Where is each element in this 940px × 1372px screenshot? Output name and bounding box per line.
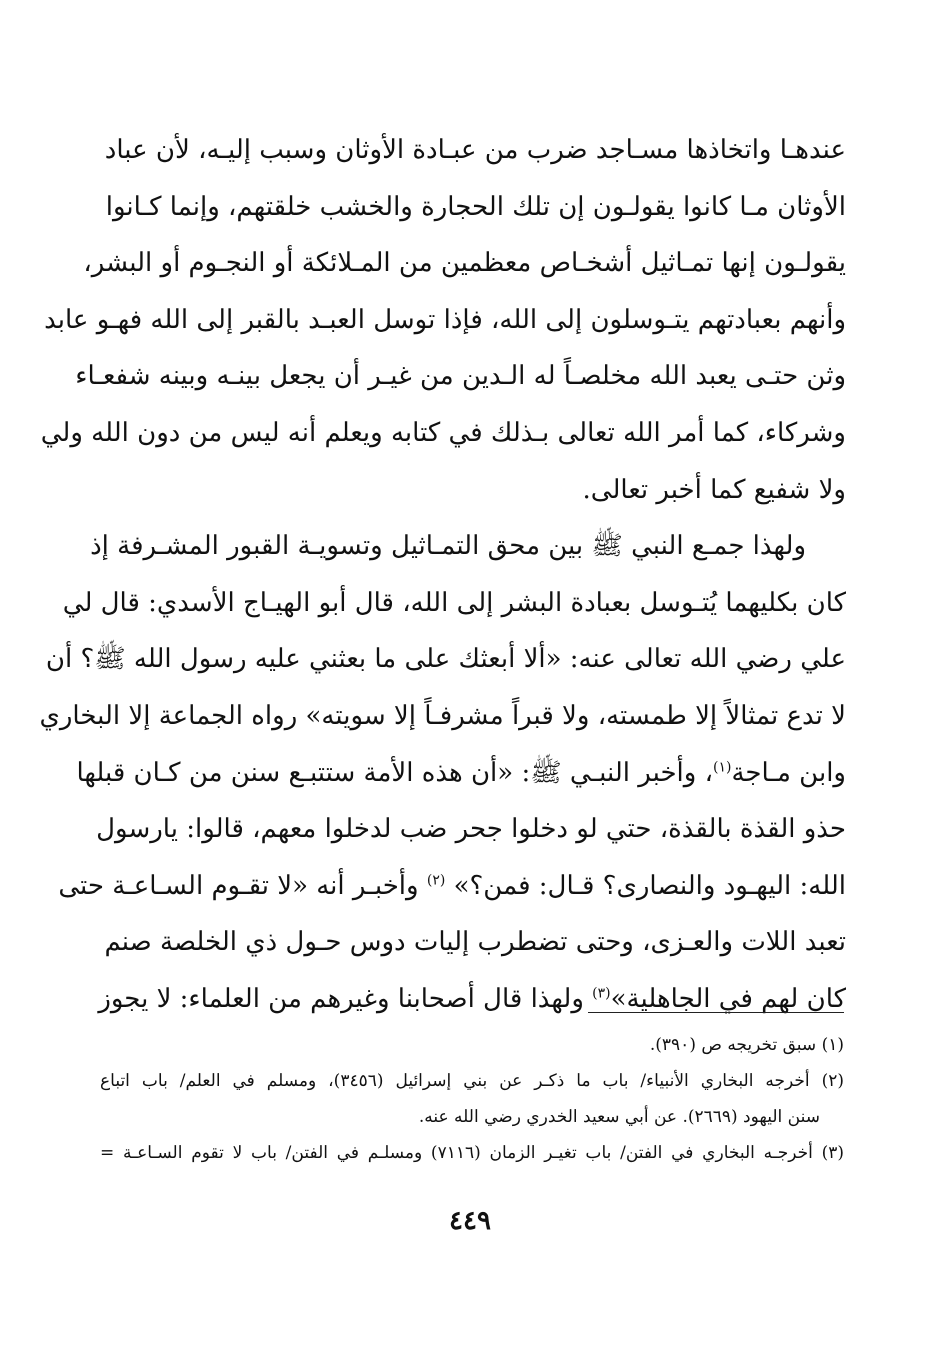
footnotes (100, 1027, 844, 1171)
text-line: وأنهم بعبادتهم يتـوسلون إلى الله، فإذا توسل العبـد بالقبر إلى الله فهـو عابد (44, 304, 846, 335)
text-line: وشركاء، كما أمر الله تعالى بـذلك في كتابه ويعلم أنه ليس من دون الله ولي (40, 417, 846, 448)
text-line: يقولـون إنها تمـاثيل أشخـاص معظمين من المـلائكة أو النجـوم أو البشر، (83, 248, 846, 279)
footnote-1: (١) سبق تخريجه ص (٣٩٠). (649, 1035, 844, 1055)
text-segment: كان لهم في الجاهلية» (610, 983, 846, 1014)
main-text (39, 122, 846, 1028)
text-line: لا تدع تمثالاً إلا طمسته، ولا قبراً مشرفـاً إلا سويته» رواه الجماعة إلا البخاري (39, 700, 846, 731)
footnote-3: (٣) أخرجـه البخاري في الفتن/ باب تغيـر الزمان (٧١١٦) ومسلـم في الفتن/ باب لا تقوم السـاعـة = (100, 1143, 845, 1163)
footnote-ref-3[interactable]: (٣) (592, 985, 611, 1002)
text-segment: ولهذا قال أصحابنا وغيرهم من العلماء: لا يجوز (98, 983, 593, 1014)
footnote-ref-1[interactable]: (١) (712, 758, 732, 775)
page-number: ٤٤٩ (449, 1206, 491, 1236)
text-segment: وابن مـاجة (731, 757, 846, 788)
footnote-separator (588, 1012, 844, 1013)
footnote-2-continued: سنن اليهود (٢٦٦٩). عن أبي سعيد الخدري رضي الله عنه. (418, 1107, 820, 1127)
text-line: حذو القذة بالقذة، حتي لو دخلوا جحر ضب لدخلوا معهم، قالوا: يارسول (96, 814, 846, 845)
text-line (76, 745, 846, 802)
footnote-ref-2[interactable]: (٢) (426, 872, 446, 889)
text-line (98, 971, 846, 1028)
text-segment: وأخبـر أنه «لا تقـوم السـاعـة حتى (58, 870, 427, 901)
text-line: عندهـا واتخاذها مسـاجد ضرب من عبـادة الأوثان وسبب إليـه، لأن عباد (104, 135, 846, 165)
text-line (58, 858, 846, 915)
text-line: ولهذا جمـع النبي ﷺ بين محق التمـاثيل وتسويـة القبور المشـرفة إذ (90, 531, 806, 562)
text-line: كان بكليهما يُتـوسل بعبادة البشر إلى الله، قال أبو الهيـاج الأسدي: قال لي (62, 587, 846, 618)
text-segment: الله: اليهـود والنصارى؟ قـال: فمن؟» (453, 870, 846, 901)
text-line: علي رضي الله تعالى عنه: «ألا أبعثك على ما بعثني عليه رسول الله ﷺ؟ أن (45, 644, 846, 675)
text-line: تعبد اللات والعـزى، وحتى تضطرب إليات دوس حـول ذي الخلصة صنم (104, 927, 846, 958)
text-segment: ، وأخبر النبـي ﷺ: «أن هذه الأمة ستتبـع سنن من كـان قبلها (76, 757, 713, 788)
footnote-2: (٢) أخرجه البخاري الأنبياء/ باب ما ذكـر عن بني إسرائيل (٣٤٥٦)، ومسلم في العلم/ باب اتباع (100, 1071, 845, 1091)
text-line: الأوثان مـا كانوا يقولـون إن تلك الحجارة والخشب خلقتهم، وإنما كـانوا (105, 191, 846, 222)
text-line: وثن حتـى يعبد الله مخلصـاً له الـدين من غيـر أن يجعل بينـه وبينه شفعـاء (75, 361, 846, 392)
text-line: ولا شفيع كما أخبر تعالى. (582, 474, 846, 505)
